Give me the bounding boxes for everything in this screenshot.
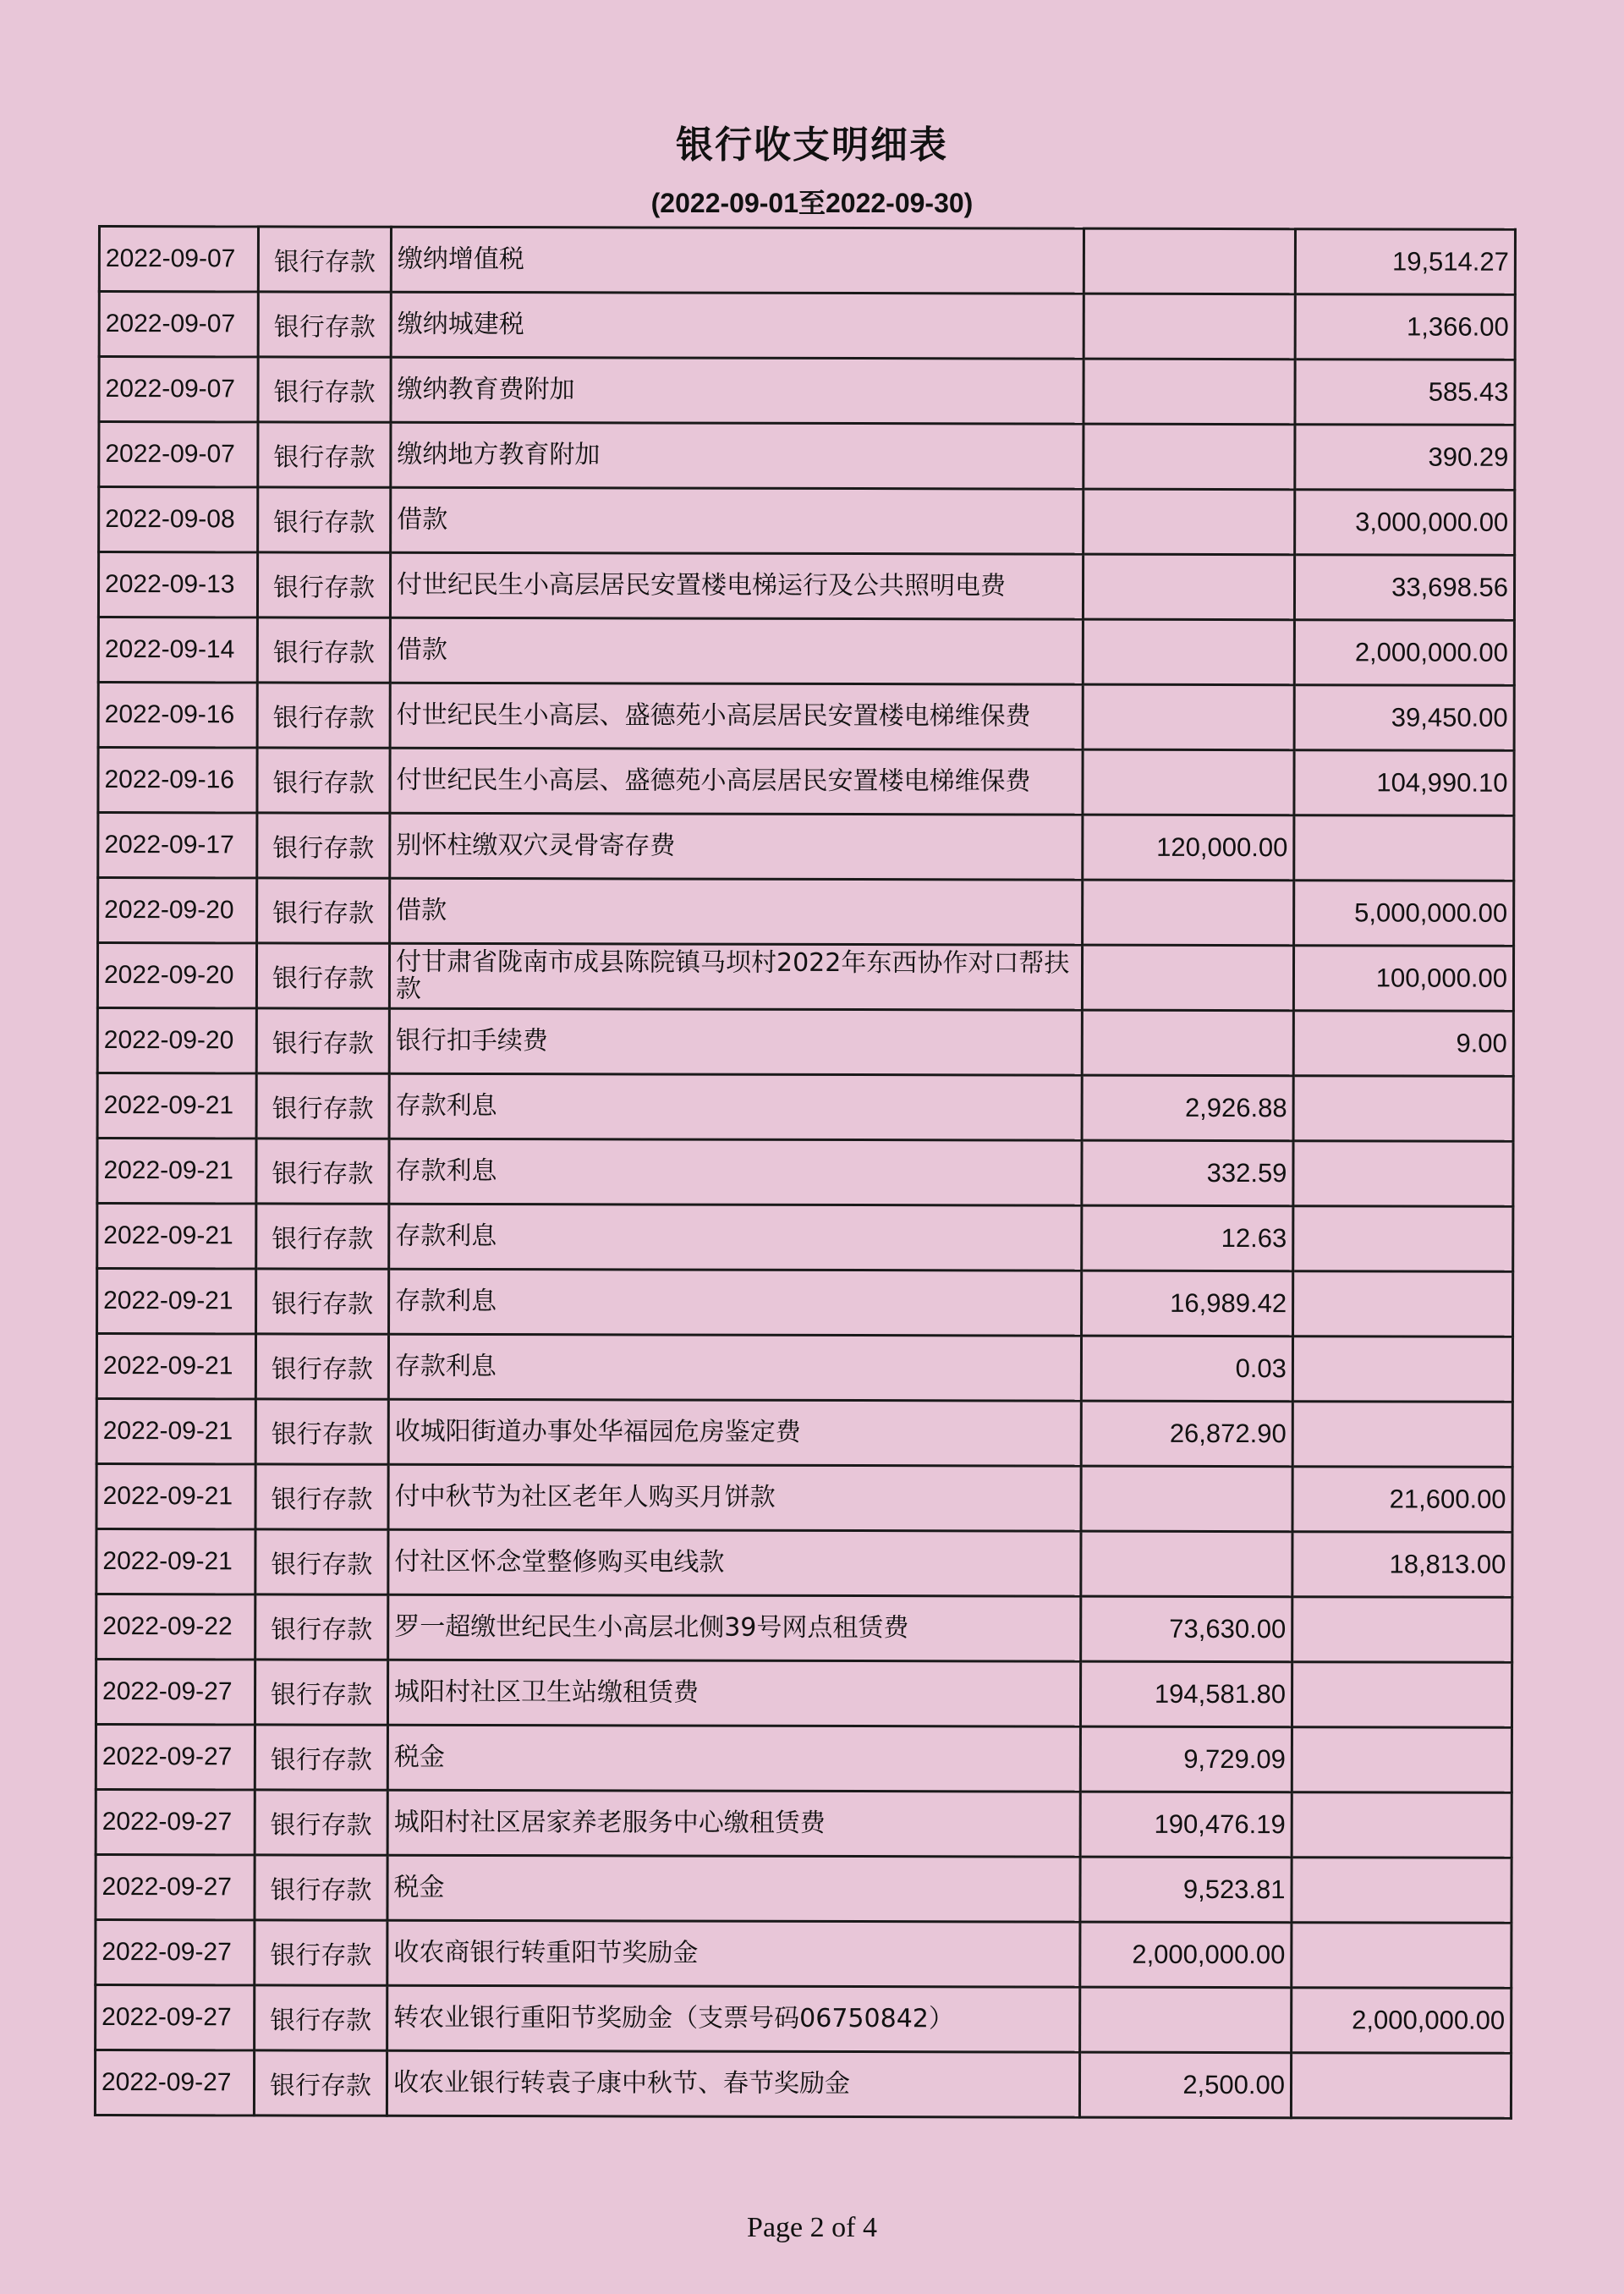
cell-account: 银行存款	[255, 1660, 387, 1725]
table-row	[99, 487, 1515, 556]
cell-income	[1084, 489, 1295, 555]
cell-date: 2022-09-21	[96, 1398, 255, 1463]
cell-account: 银行存款	[255, 1399, 388, 1464]
cell-date: 2022-09-21	[96, 1334, 255, 1399]
table-row	[98, 748, 1514, 816]
cell-account: 银行存款	[257, 617, 390, 683]
cell-account: 银行存款	[256, 1008, 389, 1073]
table-row	[99, 357, 1515, 425]
cell-date: 2022-09-07	[99, 292, 258, 357]
cell-income: 73,630.00	[1081, 1596, 1292, 1662]
cell-expense: 1,366.00	[1295, 294, 1515, 360]
table-row	[97, 1008, 1513, 1077]
cell-expense	[1293, 1076, 1513, 1142]
table-row	[97, 1073, 1513, 1142]
cell-date: 2022-09-13	[98, 552, 257, 617]
cell-income	[1080, 1987, 1292, 2053]
page-number: Page 2 of 4	[747, 2212, 877, 2243]
cell-expense: 33,698.56	[1294, 555, 1514, 621]
table-row	[99, 422, 1515, 491]
cell-account: 银行存款	[258, 422, 391, 487]
table-row	[98, 878, 1514, 947]
cell-date: 2022-09-21	[96, 1463, 255, 1528]
cell-expense: 390.29	[1295, 425, 1515, 491]
cell-account: 银行存款	[256, 1073, 389, 1139]
cell-description: 收城阳街道办事处华福园危房鉴定费	[388, 1399, 1081, 1466]
cell-expense: 2,000,000.00	[1292, 1988, 1512, 2054]
table-row	[96, 1854, 1512, 1923]
table-row	[97, 943, 1513, 1012]
cell-expense	[1292, 1923, 1512, 1989]
cell-income	[1083, 554, 1294, 620]
cell-account: 银行存款	[255, 1790, 387, 1855]
table-row	[96, 1334, 1512, 1402]
date-range: (2022-09-01至2022-09-30)	[650, 188, 974, 218]
table-row	[97, 1139, 1513, 1207]
cell-account: 银行存款	[257, 552, 390, 617]
cell-account: 银行存款	[256, 1139, 389, 1204]
cell-income	[1084, 359, 1295, 425]
cell-expense: 18,813.00	[1292, 1532, 1512, 1598]
cell-income	[1081, 1466, 1292, 1532]
cell-account: 银行存款	[257, 878, 390, 943]
cell-description: 存款利息	[389, 1073, 1082, 1140]
cell-income	[1081, 1531, 1292, 1597]
transactions-body	[95, 227, 1515, 2119]
cell-date: 2022-09-07	[99, 357, 258, 422]
table-row	[96, 1398, 1512, 1467]
cell-description: 银行扣手续费	[389, 1008, 1082, 1075]
cell-income: 194,581.80	[1080, 1661, 1292, 1727]
cell-account: 银行存款	[255, 1985, 387, 2050]
cell-income	[1084, 228, 1295, 294]
cell-expense	[1292, 1727, 1512, 1793]
cell-expense: 104,990.10	[1294, 750, 1514, 816]
table-row	[99, 292, 1515, 360]
cell-income	[1082, 945, 1293, 1011]
cell-date: 2022-09-27	[96, 1919, 255, 1984]
table-row	[96, 1919, 1512, 1988]
cell-income	[1084, 294, 1295, 359]
cell-expense	[1292, 1597, 1512, 1663]
cell-description: 付社区怀念堂整修购买电线款	[388, 1529, 1081, 1596]
cell-description: 城阳村社区卫生站缴租赁费	[387, 1660, 1080, 1726]
cell-description: 借款	[390, 878, 1083, 945]
cell-date: 2022-09-17	[98, 813, 257, 878]
cell-expense	[1293, 1206, 1513, 1272]
cell-account: 银行存款	[256, 1204, 389, 1269]
cell-account: 银行存款	[257, 748, 390, 813]
cell-description: 城阳村社区居家养老服务中心缴租赁费	[387, 1790, 1080, 1857]
cell-description: 付世纪民生小高层、盛德苑小高层居民安置楼电梯维保费	[390, 748, 1083, 815]
cell-income	[1083, 880, 1294, 946]
cell-description: 税金	[387, 1725, 1080, 1792]
cell-date: 2022-09-21	[97, 1204, 256, 1269]
table-row	[97, 1269, 1513, 1337]
cell-account: 银行存款	[258, 227, 391, 292]
cell-date: 2022-09-07	[99, 227, 258, 292]
cell-expense	[1292, 1858, 1512, 1924]
cell-expense	[1293, 1141, 1513, 1207]
cell-description: 借款	[391, 487, 1084, 554]
cell-date: 2022-09-21	[97, 1139, 256, 1204]
cell-date: 2022-09-20	[98, 878, 257, 943]
cell-description: 缴纳地方教育附加	[391, 422, 1084, 489]
cell-account: 银行存款	[257, 683, 390, 748]
cell-date: 2022-09-27	[95, 2050, 254, 2115]
cell-income: 16,989.42	[1082, 1270, 1293, 1336]
transactions-table	[94, 225, 1517, 2120]
cell-description: 税金	[387, 1855, 1080, 1922]
cell-account: 银行存款	[258, 487, 391, 552]
cell-description: 付中秋节为社区老年人购买月饼款	[388, 1464, 1081, 1531]
cell-income	[1083, 684, 1294, 750]
cell-income: 2,500.00	[1079, 2052, 1291, 2118]
cell-description: 收农业银行转袁子康中秋节、春节奖励金	[387, 2050, 1079, 2117]
cell-income: 0.03	[1081, 1336, 1292, 1402]
cell-account: 银行存款	[257, 813, 390, 878]
table-row	[96, 1984, 1512, 2053]
cell-expense	[1292, 1792, 1512, 1858]
cell-description: 存款利息	[388, 1334, 1081, 1401]
cell-expense: 21,600.00	[1292, 1467, 1512, 1533]
cell-account: 银行存款	[255, 1334, 388, 1399]
cell-date: 2022-09-16	[98, 748, 257, 813]
cell-account: 银行存款	[255, 1529, 388, 1594]
cell-expense: 39,450.00	[1294, 685, 1514, 751]
cell-account: 银行存款	[258, 292, 391, 357]
cell-expense	[1294, 815, 1514, 881]
cell-account: 银行存款	[256, 943, 389, 1008]
cell-date: 2022-09-27	[96, 1854, 255, 1919]
cell-description: 别怀柱缴双穴灵骨寄存费	[390, 813, 1083, 880]
table-row	[98, 552, 1514, 621]
table-row	[96, 1463, 1512, 1532]
table-row	[98, 617, 1514, 686]
cell-date: 2022-09-22	[96, 1594, 255, 1659]
cell-date: 2022-09-16	[98, 683, 257, 748]
cell-date: 2022-09-21	[97, 1073, 256, 1139]
cell-income	[1083, 619, 1294, 685]
cell-description: 收农商银行转重阳节奖励金	[387, 1920, 1080, 1987]
cell-account: 银行存款	[255, 1725, 387, 1790]
cell-income: 120,000.00	[1083, 815, 1294, 881]
cell-account: 银行存款	[255, 1855, 387, 1920]
cell-account: 银行存款	[258, 357, 391, 422]
cell-expense	[1291, 2053, 1511, 2119]
cell-expense	[1292, 1662, 1512, 1728]
cell-date: 2022-09-08	[99, 487, 258, 552]
table-row	[97, 1204, 1513, 1272]
cell-description: 缴纳增值税	[391, 227, 1084, 294]
cell-expense	[1292, 1402, 1512, 1468]
cell-date: 2022-09-21	[96, 1528, 255, 1594]
cell-account: 银行存款	[255, 1594, 388, 1660]
cell-description: 付甘肃省陇南市成县陈院镇马坝村2022年东西协作对口帮扶款	[389, 943, 1082, 1010]
cell-income: 12.63	[1082, 1205, 1293, 1271]
cell-date: 2022-09-20	[97, 1008, 256, 1073]
cell-expense: 2,000,000.00	[1294, 620, 1514, 686]
cell-description: 转农业银行重阳节奖励金（支票号码06750842）	[387, 1985, 1080, 2052]
cell-account: 银行存款	[255, 1920, 387, 1985]
table-row	[95, 2050, 1511, 2118]
cell-income	[1083, 749, 1294, 815]
cell-date: 2022-09-27	[96, 1984, 255, 2050]
cell-income: 2,000,000.00	[1080, 1922, 1292, 1988]
cell-account: 银行存款	[256, 1269, 389, 1334]
cell-expense: 5,000,000.00	[1294, 881, 1514, 947]
cell-date: 2022-09-20	[97, 943, 256, 1008]
cell-expense: 9.00	[1293, 1011, 1513, 1077]
table-row	[96, 1789, 1512, 1858]
cell-account: 银行存款	[254, 2050, 387, 2116]
cell-expense: 100,000.00	[1293, 946, 1513, 1012]
table-row	[96, 1528, 1512, 1597]
page-title: 银行收支明细表	[676, 123, 948, 167]
cell-description: 罗一超缴世纪民生小高层北侧39号网点租赁费	[388, 1594, 1081, 1661]
cell-description: 存款利息	[389, 1204, 1082, 1270]
cell-date: 2022-09-21	[97, 1269, 256, 1334]
cell-description: 缴纳城建税	[391, 292, 1084, 359]
cell-income: 9,729.09	[1080, 1726, 1292, 1792]
cell-description: 缴纳教育费附加	[391, 357, 1084, 424]
cell-date: 2022-09-27	[96, 1724, 255, 1789]
cell-income	[1082, 1010, 1293, 1076]
cell-date: 2022-09-27	[96, 1659, 255, 1724]
cell-expense	[1293, 1271, 1513, 1337]
cell-description: 存款利息	[389, 1269, 1082, 1336]
cell-income: 190,476.19	[1080, 1792, 1292, 1858]
cell-expense: 585.43	[1295, 359, 1515, 425]
cell-description: 付世纪民生小高层、盛德苑小高层居民安置楼电梯维保费	[390, 683, 1083, 749]
table-row	[99, 227, 1515, 295]
cell-date: 2022-09-27	[96, 1789, 255, 1854]
cell-date: 2022-09-07	[99, 422, 258, 487]
table-row	[96, 1659, 1512, 1727]
cell-description: 付世纪民生小高层居民安置楼电梯运行及公共照明电费	[390, 552, 1083, 619]
table-row	[96, 1594, 1512, 1662]
cell-expense: 3,000,000.00	[1295, 490, 1515, 556]
table-row	[96, 1724, 1512, 1792]
cell-description: 存款利息	[389, 1139, 1082, 1205]
cell-description: 借款	[390, 617, 1083, 684]
cell-expense	[1292, 1336, 1512, 1402]
table-row	[98, 683, 1514, 751]
cell-date: 2022-09-14	[98, 617, 257, 683]
cell-account: 银行存款	[255, 1464, 388, 1529]
cell-income: 9,523.81	[1080, 1857, 1292, 1923]
cell-expense: 19,514.27	[1295, 229, 1515, 295]
cell-income: 2,926.88	[1082, 1075, 1293, 1141]
table-row	[98, 813, 1514, 881]
cell-income: 332.59	[1082, 1140, 1293, 1206]
cell-income	[1084, 424, 1295, 490]
cell-income: 26,872.90	[1081, 1401, 1292, 1467]
